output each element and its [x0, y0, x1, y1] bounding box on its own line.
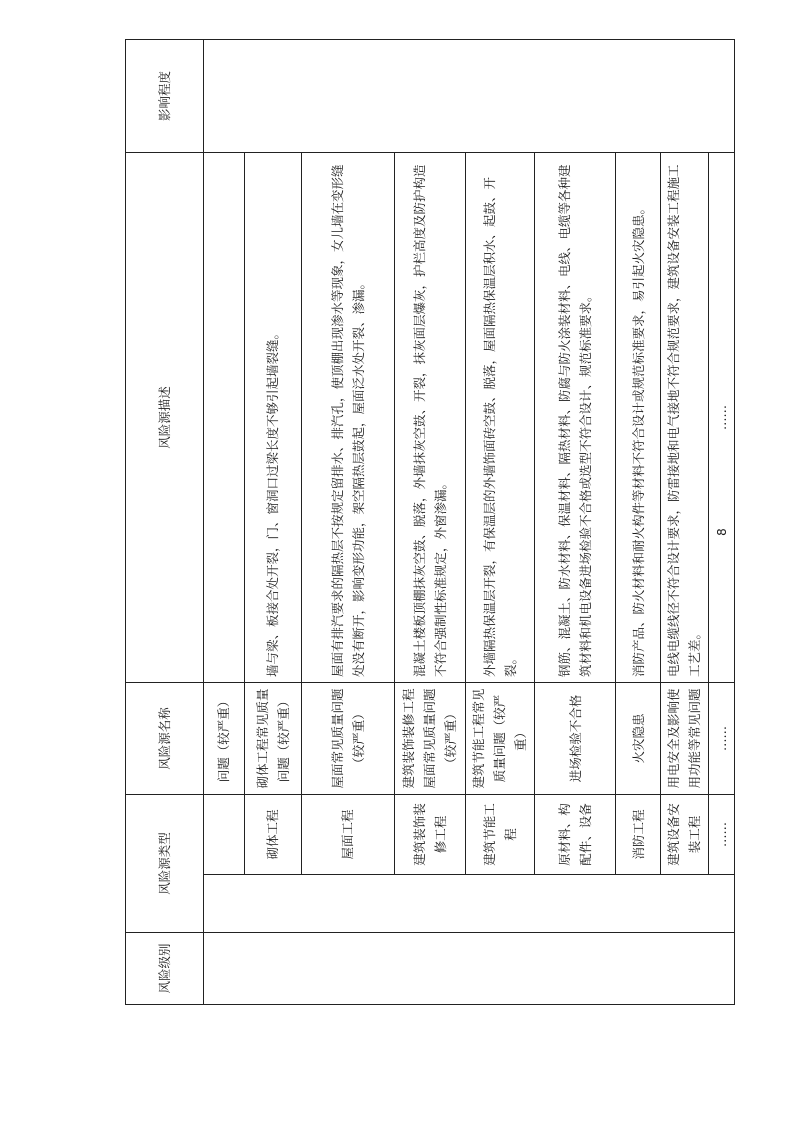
- name-cell: 砌体工程常见质量问题（较严重）: [244, 682, 301, 794]
- type-cell: 建筑节能工程: [465, 794, 534, 874]
- table-row: [616, 39, 661, 1004]
- table-header-row: [126, 39, 204, 1004]
- type-cell: 消防工程: [616, 794, 661, 874]
- type-cell: ……: [708, 794, 734, 874]
- name-cell: 用电安全及影响使用功能等常见问题: [660, 682, 708, 794]
- header-risk-desc: 风险源描述: [126, 152, 204, 682]
- table-row: [708, 39, 734, 1004]
- table-row: [535, 39, 616, 1004]
- page-number: 8: [714, 528, 729, 536]
- type-cell: 建筑设备安装工程: [660, 794, 708, 874]
- header-risk-name: 风险源名称: [126, 682, 204, 794]
- desc-cell: 消防产品、防火材料和耐火构件等材料不符合设计或规范标准要求，易引起火灾隐患。: [616, 152, 661, 682]
- spacer-cell: [204, 875, 735, 933]
- type-cell: 砌体工程: [244, 794, 301, 874]
- table-row: [394, 39, 465, 1004]
- table-row: [244, 39, 301, 1004]
- desc-cell: 外墙隔热保温层开裂，有保温层的外墙饰面砖空鼓、脱落，屋面隔热保温层积水、起鼓、开裂。: [465, 152, 534, 682]
- name-cell: 建筑节能工程常见质量问题（较严重）: [465, 682, 534, 794]
- level-cell: [204, 933, 735, 1005]
- desc-cell: 电线电缆线径不符合设计要求，防雷接地和电气接地不符合规范要求，建筑设备安装工程施工工艺差。: [660, 152, 708, 682]
- name-cell: 屋面常见质量问题（较严重）: [301, 682, 394, 794]
- name-cell: 进场检验不合格: [535, 682, 616, 794]
- header-impact: 影响程度: [126, 39, 204, 152]
- desc-cell: ……: [708, 152, 734, 682]
- name-cell: ……: [708, 682, 734, 794]
- table-row: [301, 39, 394, 1004]
- risk-source-table: [125, 39, 735, 1005]
- type-cell: [204, 794, 245, 874]
- name-cell: 建筑装饰装修工程屋面常见质量问题（较严重）: [394, 682, 465, 794]
- type-cell: 建筑装饰装修工程: [394, 794, 465, 874]
- table-row: [465, 39, 534, 1004]
- header-risk-type: 风险源类型: [126, 794, 204, 932]
- impact-cell: [204, 39, 735, 152]
- desc-cell: 屋面有排汽要求的隔热层不按规定留排水、排汽孔，使顶棚出现渗水等现象，女儿墙在变形缝处没有断开，影响变形功能，架空隔热层鼓起，屋面泛水处开裂、渗漏。: [301, 152, 394, 682]
- table-row: [660, 39, 708, 1004]
- header-risk-level: 风险级别: [126, 933, 204, 1005]
- type-cell: 原材料、构配件、设备: [535, 794, 616, 874]
- desc-cell: [204, 152, 245, 682]
- desc-cell: 混凝土楼板顶棚抹灰空鼓、脱落，外墙抹灰空鼓、开裂，抹灰面层爆灰，护栏高度及防护构造不符合强制性标准规定，外窗渗漏。: [394, 152, 465, 682]
- name-cell: 火灾隐患: [616, 682, 661, 794]
- desc-cell: 钢筋、混凝土、防水材料、保温材料、隔热材料、防腐与防火涂装材料、电线、电缆等各种建筑材料和机电设备进场检验不合格或选型不符合设计、规范标准要求。: [535, 152, 616, 682]
- name-cell: 问题（较严重）: [204, 682, 245, 794]
- type-cell: 屋面工程: [301, 794, 394, 874]
- risk-table-rotated: [125, 40, 735, 1005]
- desc-cell: 墙与梁、板接合处开裂，门、窗洞口过梁长度不够引起墙裂缝。: [244, 152, 301, 682]
- table-row: [204, 39, 245, 1004]
